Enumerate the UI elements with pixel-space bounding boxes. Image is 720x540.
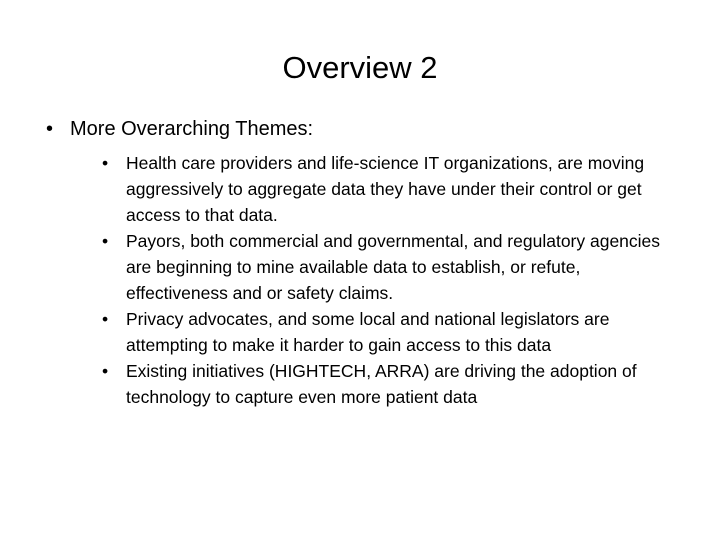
sub-bullet-text: Payors, both commercial and governmental, and regulatory agencies are beginning to mine available data to establish, or refute, effectiveness and or safety claims. bbox=[126, 231, 661, 303]
sub-bullet-text: Privacy advocates, and some local and national legislators are attempting to make it harder to gain access to this data bbox=[126, 309, 610, 355]
sub-bullet-text: Existing initiatives (HIGHTECH, ARRA) are driving the adoption of technology to capture even more patient data bbox=[126, 361, 637, 407]
main-bullet-point bbox=[46, 115, 686, 143]
sub-bullet-item bbox=[102, 306, 682, 358]
bullet-icon: • bbox=[102, 361, 109, 381]
slide-title: Overview 2 bbox=[282, 50, 438, 85]
sub-bullet-list bbox=[102, 150, 682, 410]
bullet-icon: • bbox=[102, 309, 109, 329]
bullet-icon: • bbox=[102, 231, 109, 251]
sub-bullet-item bbox=[102, 150, 682, 228]
sub-bullet-item bbox=[102, 228, 682, 306]
bullet-icon: • bbox=[46, 118, 54, 140]
main-bullet-text: More Overarching Themes: bbox=[70, 118, 314, 140]
sub-bullet-text: Health care providers and life-science IT organizations, are moving aggressively to aggregate data they have under their control or get access to that data. bbox=[126, 153, 645, 225]
sub-bullet-item bbox=[102, 358, 682, 410]
bullet-icon: • bbox=[102, 153, 109, 173]
